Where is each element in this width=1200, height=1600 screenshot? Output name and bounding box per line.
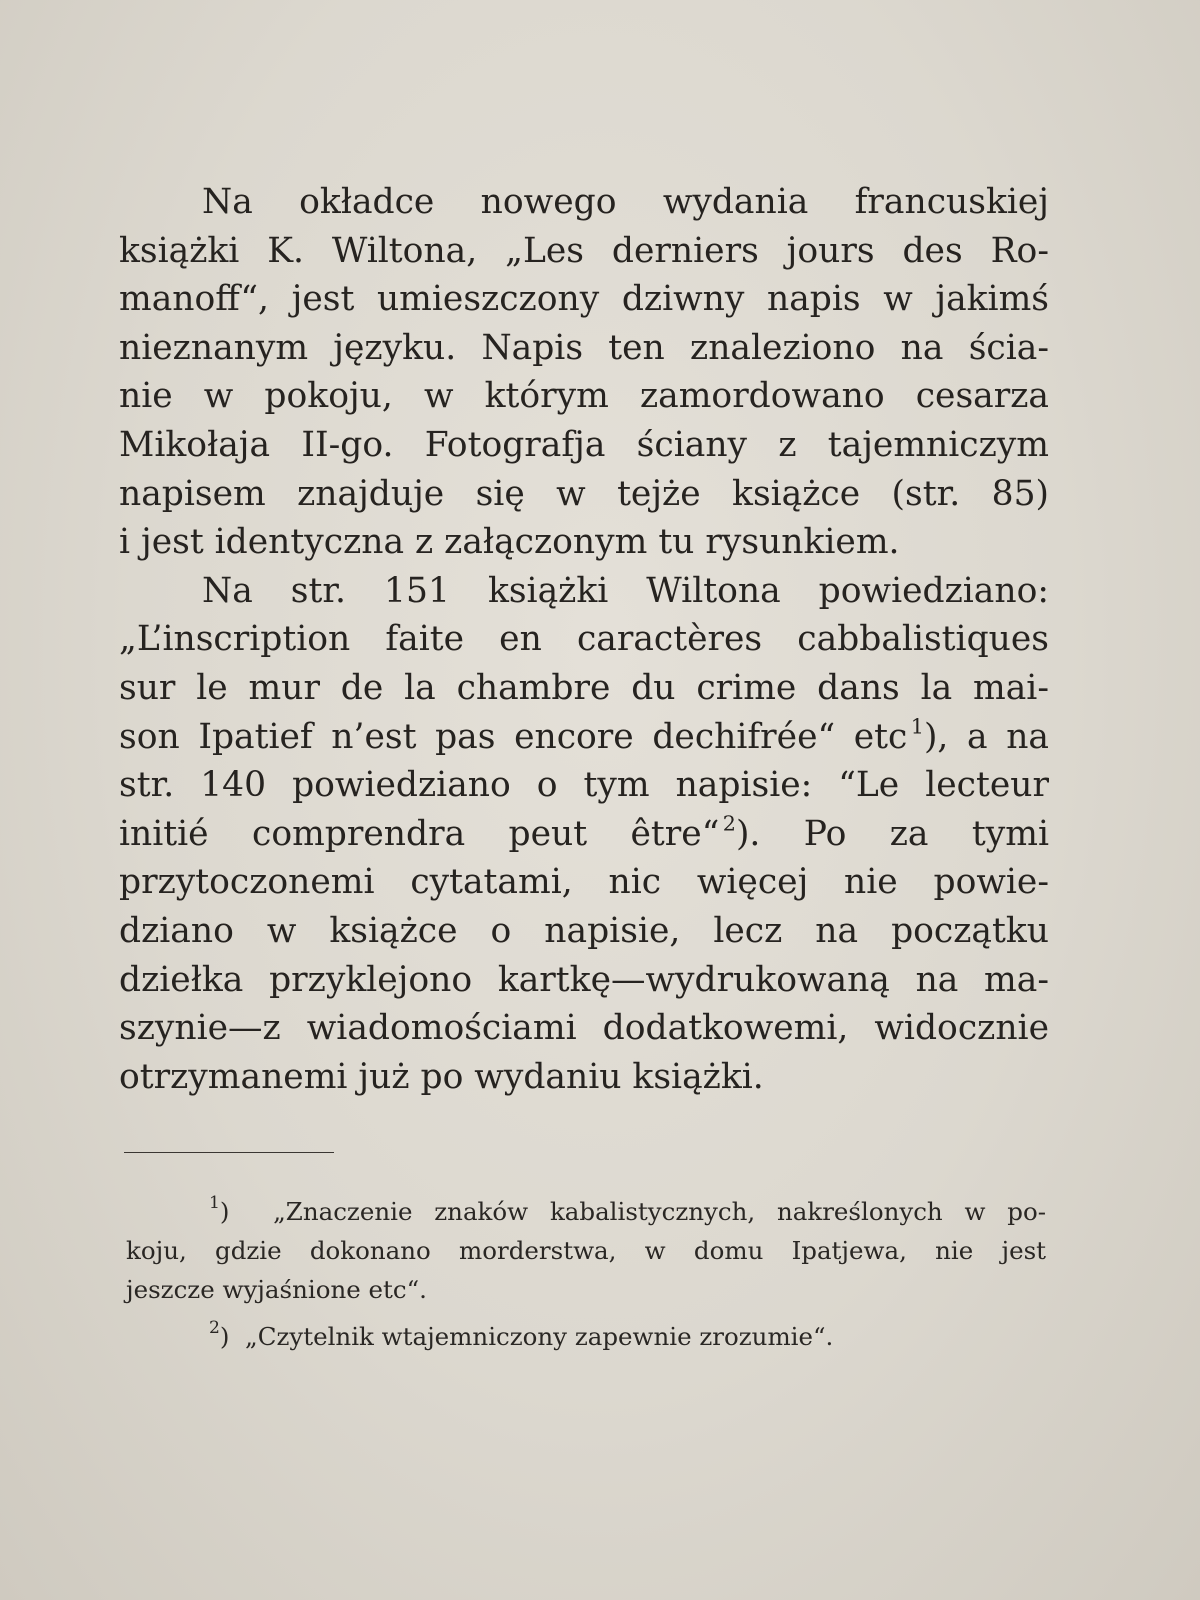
text-line: i jest identyczna z załączonym tu rysunkiem. [119, 522, 900, 563]
text-line: sur le mur de la chambre du crime dans la mai- [119, 667, 1049, 708]
footnote-marker: $^1$) [209, 1193, 230, 1226]
paragraph-2 [119, 567, 1049, 1102]
body-text [119, 178, 1049, 1101]
footnote-2 [126, 1317, 1046, 1356]
text-line: dziełka przyklejono kartkę—wydrukowaną na ma- [119, 959, 1049, 1000]
text-line: Mikołaja II-go. Fotografja ściany z tajemniczym [119, 424, 1049, 465]
text-line: nieznanym języku. Napis ten znaleziono na ścia- [119, 327, 1049, 368]
footnote-text: „Czytelnik wtajemniczony zapewnie zrozumie“. [245, 1322, 834, 1351]
footnote-ref-1: 1 [910, 714, 924, 739]
footnote-text: „Znaczenie znaków kabalistycznych, nakreślonych w po- [273, 1197, 1047, 1226]
text-line: przytoczonemi cytatami, nic więcej nie powie- [119, 862, 1049, 903]
footnote-line: jeszcze wyjaśnione etc“. [126, 1275, 427, 1304]
footnote-line [126, 1317, 1046, 1356]
text-line: Na okładce nowego wydania francuskiej [202, 182, 1049, 222]
footnote-1 [126, 1192, 1046, 1309]
text-line: str. 140 powiedziano o tym napisie: “Le lecteur [119, 765, 1049, 806]
text-line: napisem znajduje się w tejże książce (str. 85) [119, 473, 1049, 514]
line-text: ), a na [923, 716, 1049, 757]
line-text: initié comprendra peut être“ [119, 813, 720, 854]
text-line-with-footnote-ref [119, 713, 1049, 762]
text-line: „L’inscription faite en caractères cabbalistiques [119, 619, 1049, 660]
text-line: otrzymanemi już po wydaniu książki. [119, 1056, 764, 1097]
line-text: ). Po za tymi [735, 813, 1049, 854]
paragraph-1 [119, 178, 1049, 567]
text-line: szynie—z wiadomościami dodatkowemi, widocznie [119, 1008, 1049, 1049]
footnote-number: 1 [209, 1193, 220, 1213]
line-text: son Ipatief n’est pas encore dechifrée“ etc [119, 716, 908, 757]
text-line: książki K. Wiltona, „Les derniers jours des Ro- [119, 230, 1049, 271]
footnote-line [126, 1192, 1046, 1231]
footnote-ref-2: 2 [722, 811, 736, 836]
text-line: manoff“, jest umieszczony dziwny napis w jakimś [119, 279, 1049, 320]
text-line: Na str. 151 książki Wiltona powiedziano: [202, 570, 1049, 611]
footnote-number: 2 [209, 1318, 220, 1338]
footnote-marker: $^2$) [209, 1318, 230, 1351]
text-line: nie w pokoju, w którym zamordowano cesarza [119, 376, 1049, 417]
footnote-line: koju, gdzie dokonano morderstwa, w domu Ipatjewa, nie jest [126, 1236, 1046, 1265]
text-line-with-footnote-ref [119, 810, 1049, 859]
footnote-separator-rule [124, 1152, 334, 1153]
footnotes [126, 1192, 1046, 1356]
text-line: dziano w książce o napisie, lecz na początku [119, 910, 1049, 951]
